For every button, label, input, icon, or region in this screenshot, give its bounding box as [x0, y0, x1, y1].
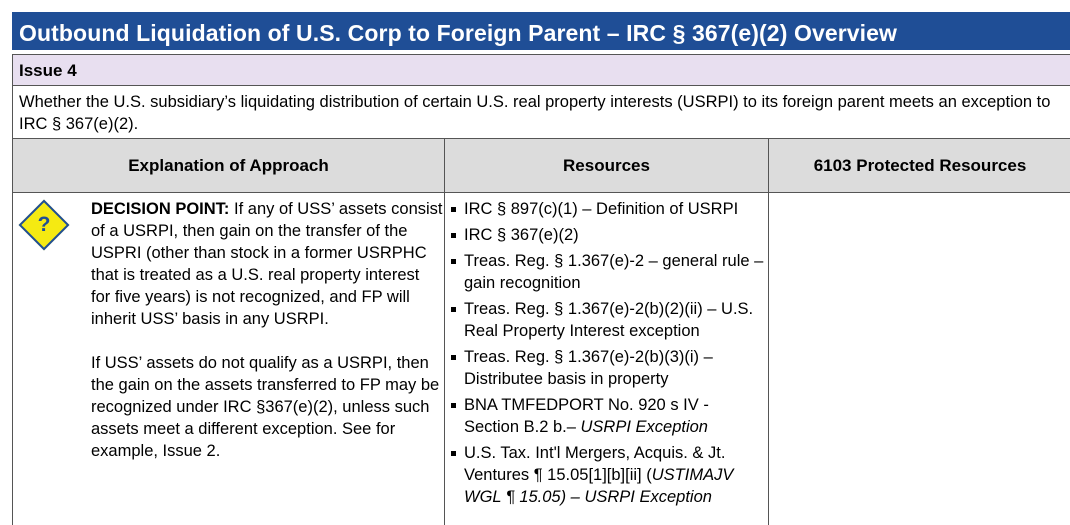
resource-item: Treas. Reg. § 1.367(e)-2(b)(2)(ii) – U.S. Real Property Interest exception [450, 298, 768, 342]
question-mark-icon: ? [37, 213, 51, 236]
issue-label: Issue 4 [12, 54, 1070, 86]
explanation-paragraph-1 [91, 198, 443, 330]
resource-item: Treas. Reg. § 1.367(e)-2(b)(3)(i) – Distributee basis in property [450, 346, 768, 390]
resource-item: U.S. Tax. Int'l Mergers, Acquis. & Jt. Ventures ¶ 15.05[1][b][ii] (USTIMAJV WGL ¶ 15.05) – USRPI Exception [450, 442, 768, 508]
decision-point-label: DECISION POINT: [91, 200, 230, 218]
explanation-cell [91, 198, 443, 462]
issue-question: Whether the U.S. subsidiary’s liquidating distribution of certain U.S. real property interests (USRPI) to its foreign parent meets an exception to IRC § 367(e)(2). [12, 86, 1070, 138]
table-header-row [12, 138, 1070, 193]
resource-item: IRC § 367(e)(2) [450, 224, 768, 246]
page-title: Outbound Liquidation of U.S. Corp to Foreign Parent – IRC § 367(e)(2) Overview [12, 12, 1070, 50]
resource-item: BNA TMFEDPORT No. 920 s IV - Section B.2 b.– USRPI Exception [450, 394, 768, 438]
column-header-explanation: Explanation of Approach [128, 155, 329, 175]
resource-item: IRC § 897(c)(1) – Definition of USRPI [450, 198, 768, 220]
resources-list [450, 198, 768, 512]
decision-point-text: If any of USS’ assets consist of a USRPI, then gain on the transfer of the USPRI (other than stock in a former USRPHC that is treated as a U.S. real property interest for five years) is not recognized, and FP will inherit USS’ basis in any USRPI. [91, 200, 443, 328]
column-divider-2 [768, 138, 769, 525]
table-left-border [12, 193, 13, 525]
resource-item: Treas. Reg. § 1.367(e)-2 – general rule – gain recognition [450, 250, 768, 294]
column-header-protected: 6103 Protected Resources [813, 155, 1027, 175]
column-header-resources: Resources [563, 155, 650, 175]
explanation-paragraph-2: If USS’ assets do not qualify as a USRPI, then the gain on the assets transferred to FP may be recognized under IRC §367(e)(2), unless such assets meet a different exception. See for example, Issue 2. [91, 354, 440, 460]
column-divider-1 [444, 138, 445, 525]
